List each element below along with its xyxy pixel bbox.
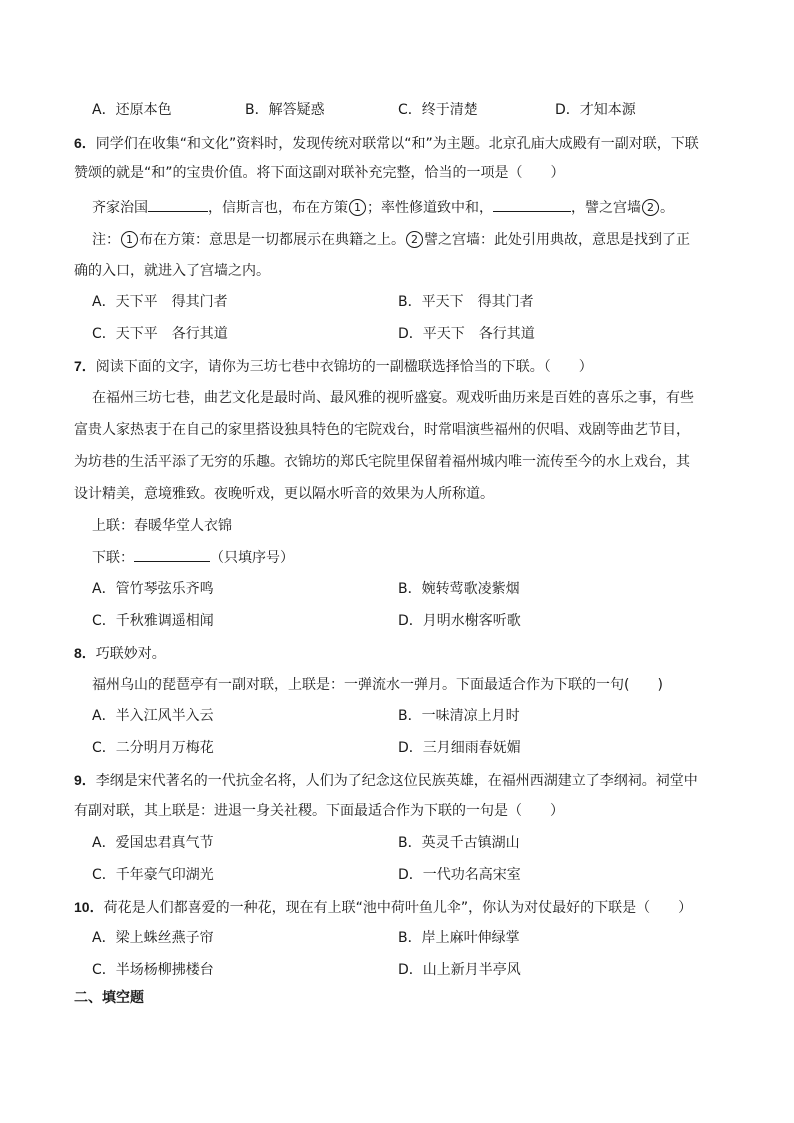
q9-option-a[interactable]: A．爱国忠君真气节	[92, 835, 214, 851]
q7-option-a[interactable]: A．管竹琴弦乐齐鸣	[92, 581, 214, 597]
q9-stem-text: 李纲是宋代著名的一代抗金名将，人们为了纪念这位民族英雄，在福州西湖建立了李纲祠。祠堂中	[95, 773, 698, 789]
q10-stem-text: 荷花是人们都喜爱的一种花，现在有上联“池中荷叶鱼儿伞”，你认为对仗最好的下联是（ ）	[103, 900, 693, 916]
q6-stem-line1	[74, 133, 699, 154]
q7-upper-couplet: 上联：春暖华堂人衣锦	[92, 518, 232, 534]
q7-passage-line1: 在福州三坊七巷，曲艺文化是最时尚、最风雅的视听盛宴。观戏听曲历来是百姓的喜乐之事，有些	[92, 390, 694, 406]
q8-option-c[interactable]: C．二分明月万梅花	[92, 740, 214, 756]
q8-body: 福州乌山的琵琶亭有一副对联，上联是：一弹流水一弹月。下面最适合作为下联的一句( )	[92, 677, 663, 693]
q5-option-b[interactable]: B．解答疑惑	[245, 102, 325, 118]
q8-option-d[interactable]: D．三月细雨春妩媚	[398, 740, 521, 756]
q7-lower-couplet	[92, 547, 294, 568]
q5-option-d[interactable]: D．才知本源	[555, 102, 636, 118]
note-text: 布在方策：意思是一切都展示在典籍之上。	[139, 232, 405, 248]
couplet-text: ，譬之宫墙	[571, 200, 641, 216]
q7-stem-text: 阅读下面的文字，请你为三坊七巷中衣锦坊的一副楹联选择恰当的下联。（ ）	[95, 359, 593, 375]
q9-option-b[interactable]: B．英灵千古镇湖山	[398, 835, 520, 851]
q8-stem	[74, 643, 166, 664]
q7-number: 7．	[74, 358, 96, 374]
q7-option-b[interactable]: B．婉转莺歌凌紫烟	[398, 581, 520, 597]
q8-option-a[interactable]: A．半入江风半入云	[92, 708, 214, 724]
q7-passage-line4: 设计精美，意境雅致。夜晚听戏，更以隔水听音的效果为人所称道。	[74, 486, 494, 502]
couplet-text: ；率性修道致中和，	[367, 200, 493, 216]
q8-stem-text: 巧联妙对。	[95, 646, 166, 662]
q6-stem-line2: 赞颂的就是“和”的宝贵价值。将下面这副对联补充完整，恰当的一项是（ ）	[74, 165, 565, 181]
fill-blank	[148, 197, 208, 212]
note-text: 譬之宫墙：此处引用典故，意思是找到了正	[424, 232, 690, 248]
q9-stem-line2: 有副对联，其上联是：进退一身关社稷。下面最适合作为下联的一句是（ ）	[74, 803, 564, 819]
q9-number: 9．	[74, 772, 96, 788]
circled-number: 2	[406, 231, 423, 248]
circled-number: 1	[349, 199, 366, 216]
couplet-text: 。	[660, 200, 674, 216]
q6-couplet	[92, 197, 674, 218]
q6-option-c[interactable]: C．天下平 各行其道	[92, 326, 228, 342]
q6-option-b[interactable]: B．平天下 得其门者	[398, 294, 534, 310]
circled-number: 1	[121, 231, 138, 248]
q7-passage-line2: 富贵人家热衷于在自己的家里搭设独具特色的宅院戏台，时常唱演些福州的伬唱、戏剧等曲艺节目，	[74, 422, 690, 438]
q10-option-d[interactable]: D．山上新月半亭风	[398, 962, 521, 978]
q5-option-a[interactable]: A．还原本色	[92, 102, 172, 118]
q9-option-c[interactable]: C．千年豪气印湖光	[92, 867, 214, 883]
q5-option-c[interactable]: C．终于清楚	[398, 102, 478, 118]
q10-option-a[interactable]: A．梁上蛛丝燕子帘	[92, 930, 214, 946]
circled-number: 2	[642, 199, 659, 216]
q7-passage-line3: 为坊巷的生活平添了无穷的乐趣。衣锦坊的郑氏宅院里保留着福州城内唯一流传至今的水上戏台，其	[74, 454, 690, 470]
section-heading-fill-blank: 二、填空题	[74, 990, 144, 1006]
fill-blank	[493, 197, 571, 212]
q6-stem-text: 同学们在收集“和文化”资料时，发现传统对联常以“和”为主题。北京孔庙大成殿有一副对联，下联	[95, 136, 699, 152]
q10-option-b[interactable]: B．岸上麻叶伸绿掌	[398, 930, 520, 946]
q10-option-c[interactable]: C．半场杨柳拂楼台	[92, 962, 214, 978]
q9-stem-line1	[74, 770, 698, 791]
q9-option-d[interactable]: D．一代功名高宋室	[398, 867, 521, 883]
q6-number: 6．	[74, 135, 96, 151]
q7-option-c[interactable]: C．千秋雅调遥相闻	[92, 613, 214, 629]
answer-blank[interactable]	[134, 547, 210, 562]
note-label: 注：	[92, 232, 120, 248]
q8-number: 8．	[74, 645, 96, 661]
q10-number: 10．	[74, 899, 104, 915]
q10-stem	[74, 897, 692, 918]
lower-label: 下联：	[92, 550, 134, 566]
q7-stem	[74, 356, 593, 377]
q6-note-line1	[92, 230, 690, 250]
q6-option-a[interactable]: A．天下平 得其门者	[92, 294, 228, 310]
lower-hint: （只填序号）	[210, 550, 294, 566]
q7-option-d[interactable]: D．月明水榭客听歌	[398, 613, 521, 629]
couplet-text: ，信斯言也，布在方策	[208, 200, 348, 216]
q6-option-d[interactable]: D．平天下 各行其道	[398, 326, 535, 342]
couplet-text: 齐家治国	[92, 200, 148, 216]
q6-note-line2: 确的入口，就进入了宫墙之内。	[74, 263, 270, 279]
q8-option-b[interactable]: B．一味清凉上月时	[398, 708, 520, 724]
